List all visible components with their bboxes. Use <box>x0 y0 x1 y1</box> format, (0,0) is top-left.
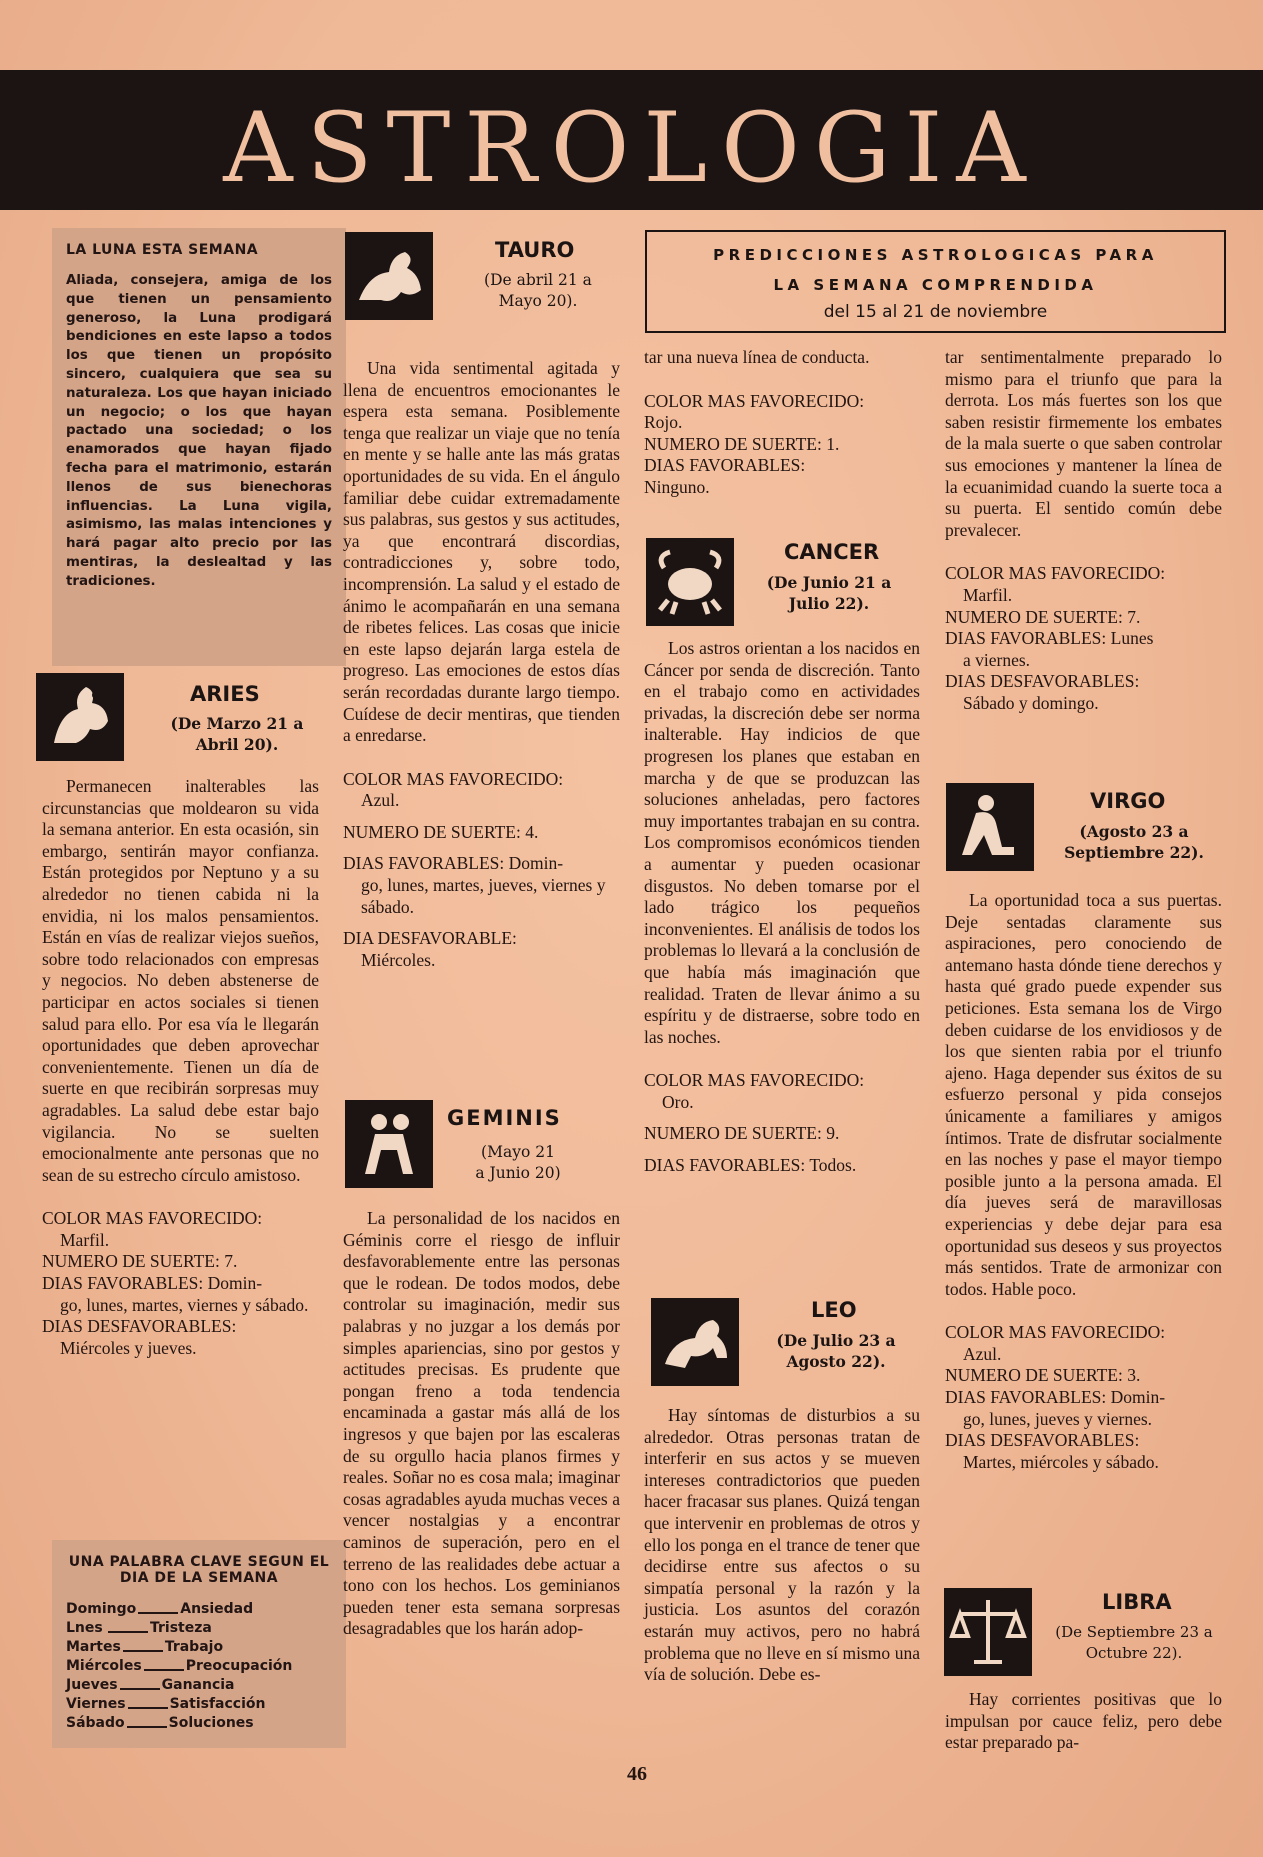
keyword-day: Sábado <box>66 1715 125 1731</box>
title-banner <box>0 70 1263 210</box>
tauro-dates <box>463 270 613 312</box>
libra-name: LIBRA <box>1102 1590 1172 1614</box>
tauro-desf: Miércoles. <box>361 949 436 970</box>
leo-dias: a viernes. <box>963 649 1031 670</box>
virgo-dias-label: DIAS FAVORABLES: Domin- <box>945 1387 1166 1408</box>
leo-icon <box>651 1298 739 1386</box>
leo-dates-line2: Agosto 22). <box>786 1352 886 1371</box>
aries-dias: go, lunes, martes, viernes y sábado. <box>60 1294 309 1315</box>
aries-column <box>42 776 319 1359</box>
tauro-name: TAURO <box>495 238 575 262</box>
tauro-dates-line2: Mayo 20). <box>498 292 578 310</box>
cancer-header <box>646 538 936 630</box>
geminis-numero: NUMERO DE SUERTE: 1. <box>644 433 840 454</box>
cancer-dates-line1: (De Junio 21 a <box>766 573 892 592</box>
aries-info <box>42 1208 319 1359</box>
cancer-dias-label: DIAS FAVORABLES: Todos. <box>644 1155 857 1176</box>
moon-box-text: Aliada, consejera, amiga de los que tienen un pensamiento generoso, la Luna prodigará bendiciones en este lapso a todos los que tienen un propósito sincero, cualquiera que sea su naturaleza. Los que hayan iniciado un negocio; o los que hayan pactado una sociedad; o los enamorados que hayan fijado fecha para el matrimonio, estarán llenos de sus bienechoras influencias. La Luna vigila, asimismo, las malas intenciones y hará pagar alto precio por las mentiras, la deslealtad y las tradiciones. <box>66 273 332 589</box>
virgo-desf: Martes, miércoles y sábado. <box>963 1451 1159 1472</box>
keyword-row <box>66 1619 332 1638</box>
aries-dates <box>162 713 312 755</box>
geminis-color-label: COLOR MAS FAVORECIDO: <box>644 390 865 411</box>
cancer-text: Los astros orientan a los nacidos en Cáncer por senda de discreción. Tanto en el trabajo como en actividades privadas, la discreción debe ser norma inalterable. Hay indicios de que progresen los planes que estaban en marcha y de que se produzcan las soluciones anheladas, pero factores muy importantes trabajan en su contra. Los compromisos económicos tienden a aumentar y pueden ocasionar disgustos. No deben tomarse por el lado trágico los pequeños inconvenientes. El análisis de todos los problemas lo llevará a la conclusión de que había más imaginación que realidad. Traten de llevar ánimo a su espíritu y de distraerse, sobre todo en las noches. <box>644 638 920 1047</box>
libra-dates <box>1034 1622 1234 1664</box>
cancer-color-label: COLOR MAS FAVORECIDO: <box>644 1070 865 1091</box>
tauro-numero: NUMERO DE SUERTE: 4. <box>343 821 539 842</box>
aries-name: ARIES <box>190 682 260 706</box>
keyword-word: Tristeza <box>150 1620 212 1636</box>
aries-color-label: COLOR MAS FAVORECIDO: <box>42 1208 263 1229</box>
geminis-info <box>644 391 920 499</box>
tauro-desf-label: DIA DESFAVORABLE: <box>343 928 517 949</box>
aries-header <box>36 673 326 768</box>
geminis-header <box>345 1100 635 1192</box>
virgo-dias: go, lunes, jueves y viernes. <box>963 1408 1153 1429</box>
tauro-dates-line1: (De abril 21 a <box>484 271 592 289</box>
libra-dates-line1: (De Septiembre 23 a <box>1055 1623 1213 1641</box>
aries-dias-label: DIAS FAVORABLES: Domin- <box>42 1273 263 1294</box>
keyword-word: Preocupación <box>185 1658 293 1674</box>
aries-icon <box>36 673 124 761</box>
keyword-day: Domingo <box>66 1601 137 1617</box>
keyword-row <box>66 1714 332 1733</box>
keyword-day: Miércoles <box>66 1658 142 1674</box>
cancer-color: Oro. <box>662 1091 694 1112</box>
leo-dias-label: DIAS FAVORABLES: Lunes <box>945 628 1154 649</box>
cancer-dates <box>754 572 904 614</box>
leo-column <box>644 1405 920 1686</box>
virgo-color-label: COLOR MAS FAVORECIDO: <box>945 1322 1166 1343</box>
keyword-word: Trabajo <box>164 1639 224 1655</box>
tauro-dias-label: DIAS FAVORABLES: Domin- <box>343 853 564 874</box>
cancer-icon <box>646 538 734 626</box>
tauro-text: Una vida sentimental agitada y llena de encuentros emocionantes le espera esta semana. Posiblemente tenga que realizar un viaje que no tenía en mente y se halle ante las más gratas oportunidades de su vida. En el ángulo familiar debe cuidar extremadamente sus palabras, sus gestos y sus actitudes, ya que encontrará discordias, contradicciones y, sobre todo, incomprensión. La salud y el estado de ánimo le acompañarán en una semana de ribetes felices. Las cosas que inicie en este lapso dejarán larga estela de progreso. Las emociones de estos días serán recordadas durante largo tiempo. Cuídese de decir mentiras, que tienden a enredarse. <box>343 358 620 746</box>
keyword-dash <box>127 1714 167 1728</box>
page-number: 46 <box>627 1763 647 1785</box>
geminis-cont-text: tar una nueva línea de conducta. <box>644 347 870 367</box>
leo-color-label: COLOR MAS FAVORECIDO: <box>945 563 1166 584</box>
keyword-word: Ganancia <box>161 1677 235 1693</box>
predictions-line2: LA SEMANA COMPRENDIDA <box>773 276 1098 294</box>
leo-desf-label: DIAS DESFAVORABLES: <box>945 671 1140 692</box>
tauro-info <box>343 769 620 972</box>
geminis-continued-column <box>644 347 920 499</box>
keyword-box-title: UNA PALABRA CLAVE SEGUN EL DIA DE LA SEMANA <box>68 1554 330 1586</box>
leo-header <box>651 1298 941 1390</box>
tauro-dias: go, lunes, martes, jueves, viernes y sábado. <box>361 875 606 917</box>
cancer-numero: NUMERO DE SUERTE: 9. <box>644 1123 840 1144</box>
geminis-dates <box>463 1142 573 1184</box>
leo-numero: NUMERO DE SUERTE: 7. <box>945 606 1141 627</box>
virgo-text: La oportunidad toca a sus puertas. Deje sentadas claramente sus aspiraciones, pero conociendo de antemano hasta dónde tiene derechos y hasta qué grado puede expender sus peticiones. Esta semana los de Virgo deben cuidarse de los envidiosos y de los que sienten rabia por el triunfo ajeno. Haga depender sus éxitos de su esfuerzo personal y pida consejos únicamente a familiares y amigos íntimos. Trate de disfrutar socialmente en las noches y pase el mayor tiempo posible junto a la persona amada. El día jueves será de maravillosas experiencias y debe dejar para esa oportunidad sus deseos y sus proyectos más sentidos. Trate de armonizar con todos. Hable poco. <box>945 890 1222 1299</box>
leo-cont-text: tar sentimentalmente preparado lo mismo para el triunfo que para la derrota. Los más fuertes son los que saben resistir firmemente los embates de la mala suerte o que saben controlar sus emociones y mantener la línea de la ecuanimidad cuando la suerte toca a su puerta. El sentido común debe prevalecer. <box>945 347 1222 540</box>
leo-dates-line1: (De Julio 23 a <box>776 1331 896 1350</box>
virgo-color: Azul. <box>963 1343 1002 1364</box>
keyword-row <box>66 1695 332 1714</box>
virgo-header <box>946 783 1236 875</box>
keyword-list <box>66 1600 332 1733</box>
geminis-dates-line2: a Junio 20) <box>475 1164 561 1182</box>
virgo-desf-label: DIAS DESFAVORABLES: <box>945 1430 1140 1451</box>
aries-desf-label: DIAS DESFAVORABLES: <box>42 1316 237 1337</box>
geminis-color: Rojo. <box>644 412 683 433</box>
libra-text: Hay corrientes positivas que lo impulsan por cauce feliz, pero debe estar preparado pa- <box>945 1689 1222 1753</box>
geminis-text: La personalidad de los nacidos en Géminis corre el riesgo de influir desfavorablemente entre las personas que le rodean. De todos modos, debe controlar su imaginación, medir sus palabras y no juzgar a los demás por simples apariencias, sino por gestos y actitudes precisas. Es prudente que pongan freno a toda tendencia encaminada a gastar más allá de los ingresos y que bajen por las escaleras de su orgullo hacia planos firmes y reales. Soñar no es cosa mala; imaginar cosas agradables ayuda muchas veces a vencer nostalgias y a encontrar caminos de superación, pero en el terreno de las realidades debe actuar a tono con los hechos. Los geminianos pueden tener esta semana sorpresas desagradables que los harán adop- <box>343 1208 620 1639</box>
virgo-column <box>945 890 1222 1473</box>
virgo-numero: NUMERO DE SUERTE: 3. <box>945 1365 1141 1386</box>
keyword-dash <box>128 1695 168 1709</box>
virgo-dates-line1: (Agosto 23 a <box>1079 822 1189 841</box>
keyword-row <box>66 1600 332 1619</box>
leo-info <box>945 563 1222 714</box>
virgo-dates <box>1044 821 1224 863</box>
keyword-word: Soluciones <box>168 1715 254 1731</box>
keyword-box <box>52 1540 346 1748</box>
geminis-dias-label: DIAS FAVORABLES: <box>644 455 806 476</box>
cancer-name: CANCER <box>784 540 880 564</box>
libra-column <box>945 1689 1222 1754</box>
predictions-line3: del 15 al 21 de noviembre <box>823 302 1048 322</box>
cancer-column <box>644 638 920 1177</box>
libra-header <box>944 1588 1234 1680</box>
tauro-icon <box>345 232 433 320</box>
keyword-dash <box>120 1676 160 1690</box>
predictions-line1: PREDICCIONES ASTROLOGICAS PARA <box>713 246 1158 264</box>
keyword-word: Satisfacción <box>169 1696 266 1712</box>
cancer-info <box>644 1070 920 1176</box>
aries-dates-line1: (De Marzo 21 a <box>170 714 304 733</box>
virgo-info <box>945 1322 1222 1473</box>
keyword-day: Martes <box>66 1639 121 1655</box>
keyword-dash <box>108 1619 148 1633</box>
tauro-color-label: COLOR MAS FAVORECIDO: <box>343 768 564 789</box>
virgo-dates-line2: Septiembre 22). <box>1064 843 1204 862</box>
tauro-column <box>343 358 620 971</box>
cancer-dates-line2: Julio 22). <box>788 594 870 613</box>
keyword-day: Lnes <box>66 1620 103 1636</box>
leo-name: LEO <box>811 1298 857 1322</box>
moon-box <box>52 228 346 666</box>
keyword-day: Jueves <box>66 1677 118 1693</box>
leo-dates <box>761 1330 911 1372</box>
geminis-dates-line1: (Mayo 21 <box>481 1143 555 1161</box>
keyword-dash <box>144 1657 184 1671</box>
libra-dates-line2: Octubre 22). <box>1085 1644 1183 1662</box>
keyword-row <box>66 1657 332 1676</box>
keyword-day: Viernes <box>66 1696 126 1712</box>
geminis-dias: Ninguno. <box>644 476 710 497</box>
geminis-name: GEMINIS <box>447 1106 562 1130</box>
keyword-row <box>66 1676 332 1695</box>
aries-text: Permanecen inalterables las circunstancias que moldearon su vida la semana anterior. En esta ocasión, sin embargo, sentirán mayor confianza. Están protegidos por Neptuno y a su alrededor no tienen cabida ni la envidia, ni los malos pensamientos. Están en vías de realizar viejos sueños, sobre todo relacionados con empresas y negocios. No deben abstenerse de participar en actos sociales si tienen salud para ello. Por esa vía le llegarán oportunidades que deben aprovechar convenientemente. Tienen un día de suerte en que recibirán sorpresas muy agradables. La salud debe estar bajo vigilancia. No se suelten emocionalmente ante personas que no sean de su estrecho círculo amistoso. <box>42 776 319 1185</box>
virgo-name: VIRGO <box>1090 789 1166 813</box>
libra-icon <box>944 1588 1032 1676</box>
tauro-color: Azul. <box>361 790 400 811</box>
aries-color: Marfil. <box>60 1229 110 1250</box>
tauro-header <box>345 232 635 332</box>
aries-desf: Miércoles y jueves. <box>60 1337 197 1358</box>
virgo-icon <box>946 783 1034 871</box>
leo-continued-column <box>945 347 1222 715</box>
aries-dates-line2: Abril 20). <box>195 735 279 754</box>
geminis-icon <box>345 1100 433 1188</box>
leo-text: Hay síntomas de disturbios a su alrededor. Otras personas tratan de interferir en sus actos y se mueven intereses contradictorios que pueden hacer fracasar sus planes. Quizá tengan que intervenir en problemas de otros y ello los ponga en el trance de tener que decidirse entre sus afectos o su simpatía personal y la razón y la justicia. Los asuntos del corazón estarán muy activos, pero no habrá problema que no lleve en sí mismo una vía de solución. Debe es- <box>644 1405 920 1685</box>
keyword-dash <box>138 1600 178 1614</box>
geminis-column <box>343 1208 620 1640</box>
page-title: ASTROLOGIA <box>223 92 1040 204</box>
leo-desf: Sábado y domingo. <box>963 692 1099 713</box>
keyword-row <box>66 1638 332 1657</box>
aries-numero: NUMERO DE SUERTE: 7. <box>42 1251 238 1272</box>
predictions-box <box>645 230 1226 333</box>
keyword-word: Ansiedad <box>180 1601 254 1617</box>
moon-box-title: LA LUNA ESTA SEMANA <box>66 242 259 258</box>
leo-color: Marfil. <box>963 584 1013 605</box>
keyword-dash <box>123 1638 163 1652</box>
